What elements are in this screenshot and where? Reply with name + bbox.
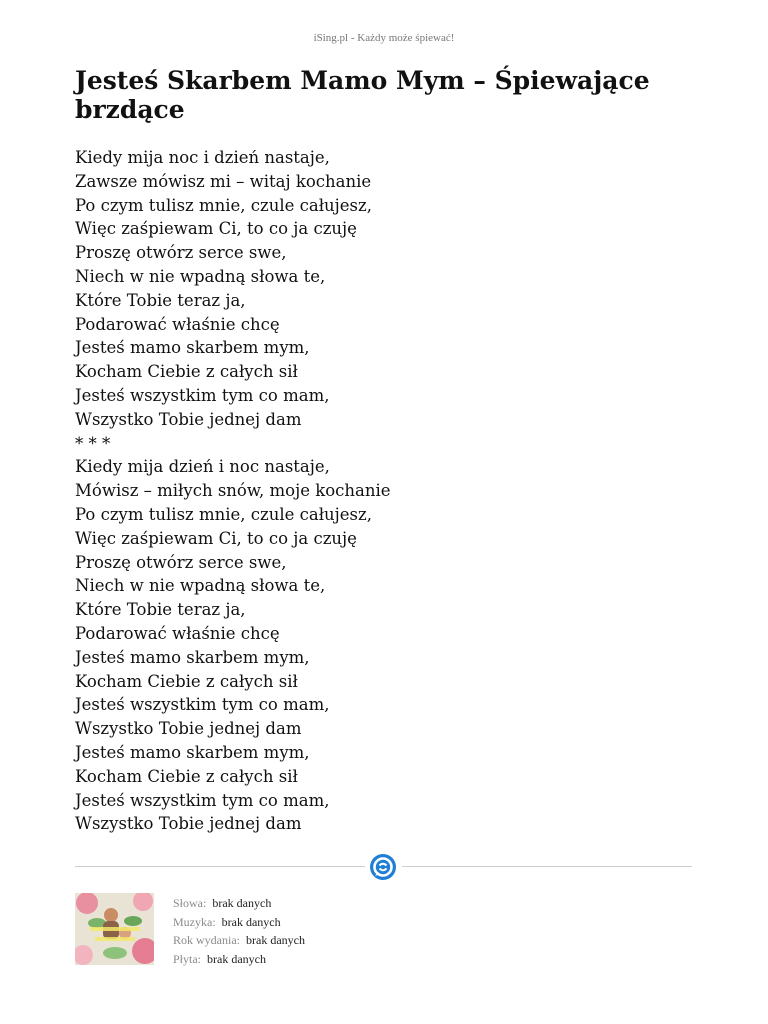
- lyric-line: Mówisz – miłych snów, moje kochanie: [75, 481, 391, 501]
- lyric-line: Proszę otwórz serce swe,: [75, 552, 287, 572]
- lyric-line: Jesteś wszystkim tym co mam,: [75, 385, 330, 405]
- lyric-line: Wszystko Tobie jednej dam: [75, 814, 302, 834]
- lyric-line: Które Tobie teraz ja,: [75, 600, 246, 620]
- divider-left: [75, 866, 365, 867]
- lyric-line: Po czym tulisz mnie, czule całujesz,: [75, 195, 372, 215]
- divider-right: [402, 866, 692, 867]
- meta-value: brak danych: [207, 951, 266, 966]
- lyric-line: Kocham Ciebie z całych sił: [75, 766, 298, 786]
- meta-value: brak danych: [212, 896, 272, 910]
- lyric-line: Niech w nie wpadną słowa te,: [75, 576, 326, 596]
- lyrics-block: [75, 146, 695, 836]
- lyric-line: Niech w nie wpadną słowa te,: [75, 266, 326, 286]
- lyric-line: Proszę otwórz serce swe,: [75, 243, 287, 263]
- ising-logo-icon[interactable]: [369, 853, 397, 881]
- lyric-line: Kiedy mija dzień i noc nastaje,: [75, 457, 330, 477]
- meta-label: Muzyka:: [173, 914, 216, 929]
- lyric-line: Podarować właśnie chcę: [75, 623, 280, 643]
- meta-value: brak danych: [221, 914, 281, 929]
- lyric-line: Kiedy mija noc i dzień nastaje,: [75, 148, 330, 167]
- meta-label: Płyta:: [173, 951, 202, 966]
- lyric-line: Podarować właśnie chcę: [75, 314, 280, 334]
- meta-row: [173, 950, 305, 969]
- meta-row: [173, 913, 305, 932]
- site-header: iSing.pl - Każdy może śpiewać!: [313, 32, 455, 44]
- lyric-line: Jesteś wszystkim tym co mam,: [75, 695, 330, 715]
- lyric-line: Wszystko Tobie jednej dam: [75, 409, 302, 429]
- lyric-line: Jesteś mamo skarbem mym,: [75, 338, 310, 358]
- meta-value: brak danych: [246, 933, 305, 947]
- lyric-line: Zawsze mówisz mi – witaj kochanie: [75, 171, 372, 191]
- song-metadata: [173, 894, 305, 968]
- lyric-line: Po czym tulisz mnie, czule całujesz,: [75, 504, 372, 524]
- album-cover-image: [75, 893, 154, 965]
- song-title: Jesteś Skarbem Mamo Mym – Śpiewające brzdące: [75, 66, 650, 124]
- meta-label: Słowa:: [173, 896, 207, 910]
- lyric-line: * * *: [75, 433, 111, 453]
- lyric-line: Które Tobie teraz ja,: [75, 290, 246, 310]
- lyric-line: Wszystko Tobie jednej dam: [75, 719, 302, 739]
- lyric-line: Kocham Ciebie z całych sił: [75, 671, 298, 691]
- lyric-line: Jesteś mamo skarbem mym,: [75, 742, 310, 762]
- meta-row: [173, 894, 305, 913]
- lyric-line: Jesteś wszystkim tym co mam,: [75, 790, 330, 810]
- lyric-line: Kocham Ciebie z całych sił: [75, 362, 298, 382]
- lyric-line: Więc zaśpiewam Ci, to co ja czuję: [75, 528, 357, 548]
- lyric-line: Jesteś mamo skarbem mym,: [75, 647, 310, 667]
- meta-row: [173, 931, 305, 950]
- lyric-line: Więc zaśpiewam Ci, to co ja czuję: [75, 219, 357, 239]
- meta-label: Rok wydania:: [173, 933, 240, 947]
